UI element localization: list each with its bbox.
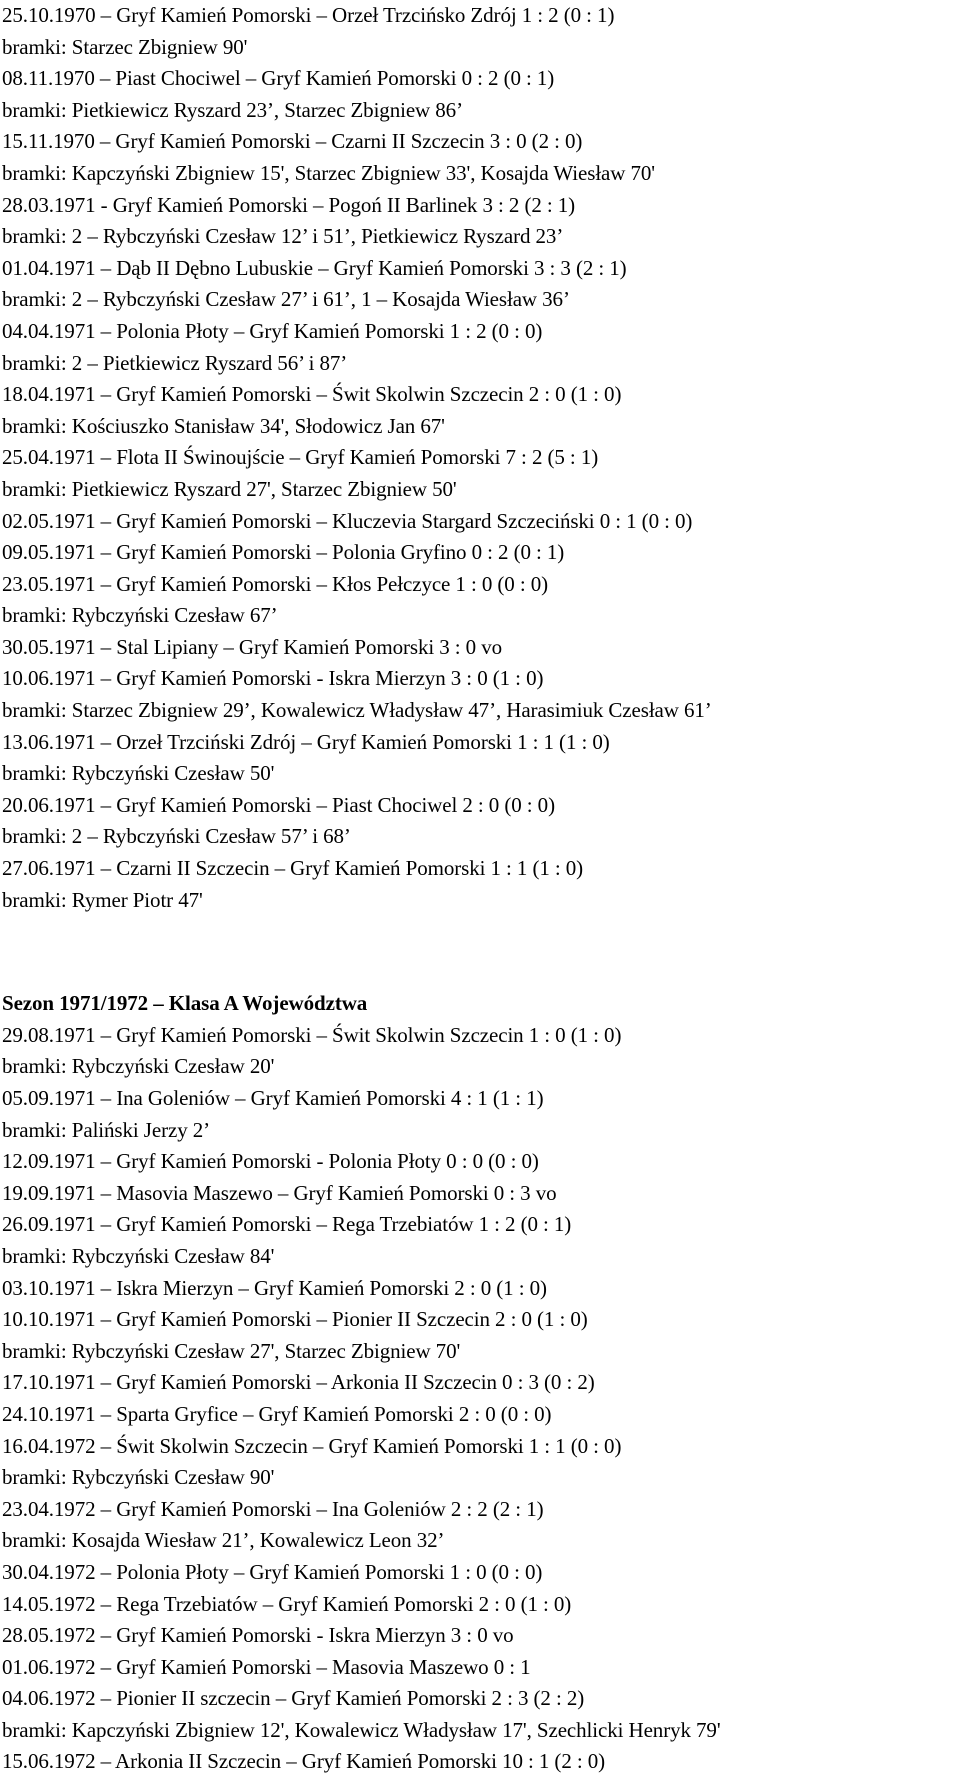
goal-scorers-line: bramki: Rymer Piotr 47' xyxy=(2,887,203,912)
match-result-line: 09.05.1971 – Gryf Kamień Pomorski – Polonia Gryfino 0 : 2 (0 : 1) xyxy=(2,540,565,565)
goal-scorers-line: bramki: Rybczyński Czesław 27', Starzec Zbigniew 70' xyxy=(2,1338,461,1363)
match-result-line: 03.10.1971 – Iskra Mierzyn – Gryf Kamień Pomorski 2 : 0 (1 : 0) xyxy=(2,1275,547,1300)
match-result-line: 08.11.1970 – Piast Chociwel – Gryf Kamień Pomorski 0 : 2 (0 : 1) xyxy=(2,66,555,91)
match-result-line: 20.06.1971 – Gryf Kamień Pomorski – Piast Chociwel 2 : 0 (0 : 0) xyxy=(2,792,555,817)
goal-scorers-line: bramki: Pietkiewicz Ryszard 23’, Starzec Zbigniew 86’ xyxy=(2,97,463,122)
match-result-line: 23.05.1971 – Gryf Kamień Pomorski – Kłos Pełczyce 1 : 0 (0 : 0) xyxy=(2,571,549,596)
goal-scorers-line: bramki: Starzec Zbigniew 29’, Kowalewicz Władysław 47’, Harasimiuk Czesław 61’ xyxy=(2,698,712,723)
match-result-line: 23.04.1972 – Gryf Kamień Pomorski – Ina Goleniów 2 : 2 (2 : 1) xyxy=(2,1496,544,1521)
match-result-line: 14.05.1972 – Rega Trzebiatów – Gryf Kamień Pomorski 2 : 0 (1 : 0) xyxy=(2,1591,572,1616)
match-result-line: 26.09.1971 – Gryf Kamień Pomorski – Rega Trzebiatów 1 : 2 (0 : 1) xyxy=(2,1212,572,1237)
match-result-line: 25.10.1970 – Gryf Kamień Pomorski – Orzeł Trzcińsko Zdrój 1 : 2 (0 : 1) xyxy=(2,3,615,27)
match-result-line: 10.10.1971 – Gryf Kamień Pomorski – Pionier II Szczecin 2 : 0 (1 : 0) xyxy=(2,1307,588,1332)
match-result-line: 30.05.1971 – Stal Lipiany – Gryf Kamień Pomorski 3 : 0 vo xyxy=(2,634,503,659)
goal-scorers-line: bramki: Paliński Jerzy 2’ xyxy=(2,1117,211,1142)
match-result-line: 17.10.1971 – Gryf Kamień Pomorski – Arkonia II Szczecin 0 : 3 (0 : 2) xyxy=(2,1370,595,1395)
section-spacer xyxy=(2,916,958,988)
match-result-line: 01.04.1971 – Dąb II Dębno Lubuskie – Gryf Kamień Pomorski 3 : 3 (2 : 1) xyxy=(2,255,627,280)
goal-scorers-line: bramki: Kościuszko Stanisław 34', Słodowicz Jan 67' xyxy=(2,413,445,438)
goal-scorers-line: bramki: Rybczyński Czesław 67’ xyxy=(2,603,278,628)
goal-scorers-line: bramki: 2 – Rybczyński Czesław 12’ i 51’, Pietkiewicz Ryszard 23’ xyxy=(2,224,564,249)
match-result-line: 28.05.1972 – Gryf Kamień Pomorski - Iskra Mierzyn 3 : 0 vo xyxy=(2,1623,514,1648)
goal-scorers-line: bramki: Kapczyński Zbigniew 15', Starzec Zbigniew 33', Kosajda Wiesław 70' xyxy=(2,160,655,185)
goal-scorers-line: bramki: Rybczyński Czesław 90' xyxy=(2,1465,275,1490)
goal-scorers-line: bramki: Rybczyński Czesław 84' xyxy=(2,1243,275,1268)
match-result-line: 18.04.1971 – Gryf Kamień Pomorski – Świt Skolwin Szczecin 2 : 0 (1 : 0) xyxy=(2,382,622,407)
goal-scorers-line: bramki: 2 – Pietkiewicz Ryszard 56’ i 87’ xyxy=(2,350,348,375)
match-result-line: 28.03.1971 - Gryf Kamień Pomorski – Pogoń II Barlinek 3 : 2 (2 : 1) xyxy=(2,192,576,217)
match-result-line: 01.06.1972 – Gryf Kamień Pomorski – Masovia Maszewo 0 : 1 xyxy=(2,1654,531,1679)
match-result-line: 15.11.1970 – Gryf Kamień Pomorski – Czarni II Szczecin 3 : 0 (2 : 0) xyxy=(2,129,583,154)
match-result-line: 29.08.1971 – Gryf Kamień Pomorski – Świt Skolwin Szczecin 1 : 0 (1 : 0) xyxy=(2,1022,622,1047)
match-result-line: 04.06.1972 – Pionier II szczecin – Gryf Kamień Pomorski 2 : 3 (2 : 2) xyxy=(2,1686,585,1711)
goal-scorers-line: bramki: Pietkiewicz Ryszard 27', Starzec Zbigniew 50' xyxy=(2,476,457,501)
match-result-line: 15.06.1972 – Arkonia II Szczecin – Gryf Kamień Pomorski 10 : 1 (2 : 0) xyxy=(2,1749,606,1774)
match-result-line: 16.04.1972 – Świt Skolwin Szczecin – Gryf Kamień Pomorski 1 : 1 (0 : 0) xyxy=(2,1433,622,1458)
goal-scorers-line: bramki: 2 – Rybczyński Czesław 27’ i 61’, 1 – Kosajda Wiesław 36’ xyxy=(2,287,570,312)
match-result-line: 27.06.1971 – Czarni II Szczecin – Gryf Kamień Pomorski 1 : 1 (1 : 0) xyxy=(2,856,584,881)
match-result-line: 04.04.1971 – Polonia Płoty – Gryf Kamień Pomorski 1 : 2 (0 : 0) xyxy=(2,318,543,343)
goal-scorers-line: bramki: Kosajda Wiesław 21’, Kowalewicz Leon 32’ xyxy=(2,1528,445,1553)
match-result-line: 25.04.1971 – Flota II Świnoujście – Gryf Kamień Pomorski 7 : 2 (5 : 1) xyxy=(2,445,599,470)
match-result-line: 10.06.1971 – Gryf Kamień Pomorski - Iskra Mierzyn 3 : 0 (1 : 0) xyxy=(2,666,544,691)
match-result-line: 30.04.1972 – Polonia Płoty – Gryf Kamień Pomorski 1 : 0 (0 : 0) xyxy=(2,1559,543,1584)
match-result-line: 24.10.1971 – Sparta Gryfice – Gryf Kamień Pomorski 2 : 0 (0 : 0) xyxy=(2,1401,552,1426)
goal-scorers-line: bramki: Starzec Zbigniew 90' xyxy=(2,34,248,59)
document-page xyxy=(2,0,958,1774)
goal-scorers-line: bramki: Kapczyński Zbigniew 12', Kowalewicz Władysław 17', Szechlicki Henryk 79' xyxy=(2,1717,721,1742)
match-result-line: 12.09.1971 – Gryf Kamień Pomorski - Polonia Płoty 0 : 0 (0 : 0) xyxy=(2,1149,539,1174)
match-result-line: 13.06.1971 – Orzeł Trzciński Zdrój – Gryf Kamień Pomorski 1 : 1 (1 : 0) xyxy=(2,729,610,754)
goal-scorers-line: bramki: Rybczyński Czesław 50' xyxy=(2,761,275,786)
match-result-line: 02.05.1971 – Gryf Kamień Pomorski – Kluczevia Stargard Szczeciński 0 : 1 (0 : 0) xyxy=(2,508,693,533)
season-1970-1971-results xyxy=(2,0,958,916)
season-1971-1972-results xyxy=(2,1020,958,1778)
goal-scorers-line: bramki: Rybczyński Czesław 20' xyxy=(2,1054,275,1079)
goal-scorers-line: bramki: 2 – Rybczyński Czesław 57’ i 68’ xyxy=(2,824,351,849)
section-heading: Sezon 1971/1972 – Klasa A Województwa xyxy=(2,991,368,1016)
match-result-line: 05.09.1971 – Ina Goleniów – Gryf Kamień Pomorski 4 : 1 (1 : 1) xyxy=(2,1086,544,1110)
match-result-line: 19.09.1971 – Masovia Maszewo – Gryf Kamień Pomorski 0 : 3 vo xyxy=(2,1180,557,1205)
